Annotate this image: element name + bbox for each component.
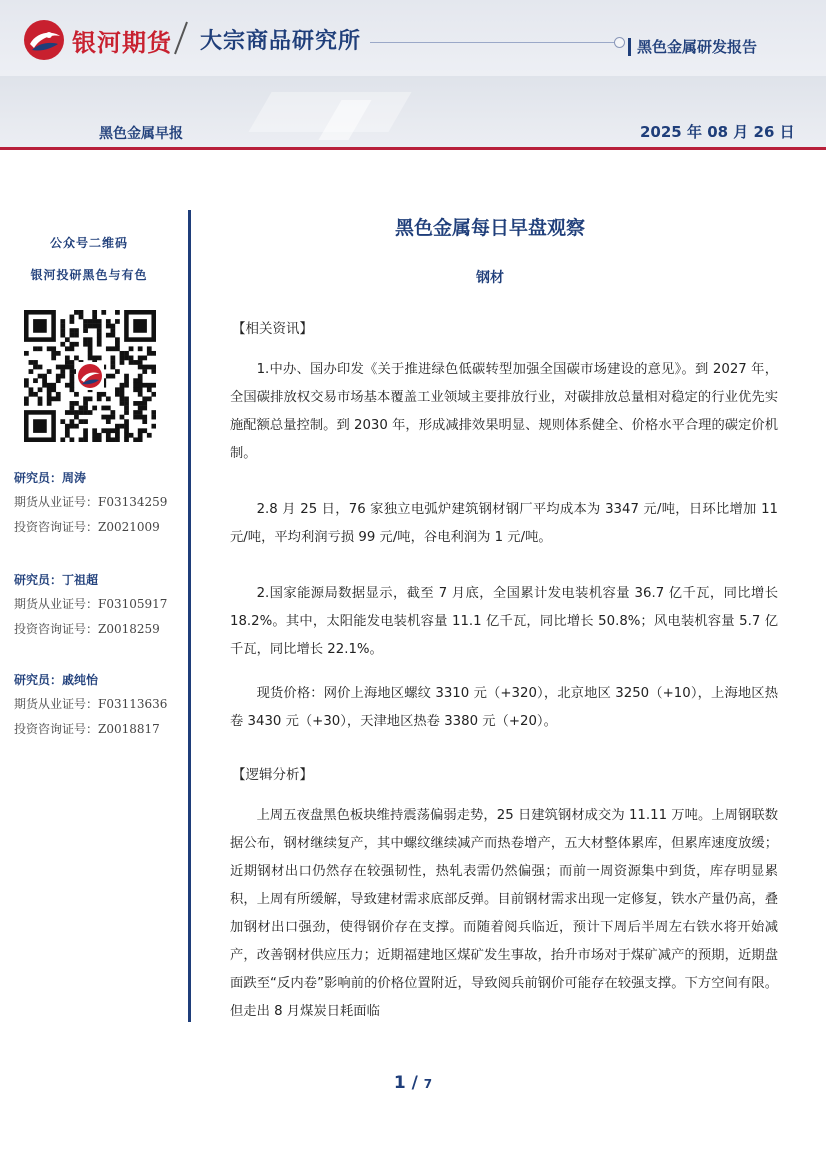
total-pages: 7	[423, 1077, 433, 1091]
qr-heading: 公众号二维码	[49, 236, 128, 250]
qr-caption: 银河投研黑色与有色	[30, 268, 148, 282]
license-number: F03134259	[98, 495, 168, 509]
researcher-card	[14, 668, 184, 742]
section-title: 钢材	[476, 270, 504, 286]
license-label: 期货从业证号：	[14, 597, 99, 611]
analysis-paragraph: 上周五夜盘黑色板块维持震荡偏弱走势，25 日建筑钢材成交为 11.11 万吨。上周钢联数据公布，钢材继续复产，其中螺纹继续减产而热卷增产，五大材整体累库，但累库速度放缓；近期钢材出口仍然存在较强韧性，热轧表需仍然偏强；而前一周资源集中到货，库存明显累积，上周有所缓解，导致建材需求底部反弹。目前钢材需求出现一定修复，铁水产量仍高，叠加钢材出口强劲，使得钢价存在支撑。而随着阅兵临近，预计下周后半周左右铁水将开始减产，改善钢材供应压力；近期福建地区煤矿发生事故，抬升市场对于煤矿减产的预期，近期盘面跌至“反内卷”影响前的价格位置附近，导致阅兵前钢价可能存在较强支撑。下方空间有限。但走出 8 月煤炭日耗面临	[230, 808, 778, 1019]
researcher-card	[14, 568, 184, 642]
circle-icon	[614, 37, 625, 48]
report-date: 2025 年 08 月 26 日	[640, 123, 795, 141]
consult-number: Z0018817	[98, 722, 160, 736]
current-page: 1	[393, 1073, 406, 1093]
document-title: 黑色金属每日早盘观察	[394, 217, 585, 239]
news-paragraph: 2.国家能源局数据显示，截至 7 月底，全国累计发电装机容量 36.7 亿千瓦，同比增长 18.2%。其中，太阳能发电装机容量 11.1 亿千瓦，同比增长 50.8%；风电装机容量 5.7 亿千瓦，同比增长 22.1%。	[230, 586, 778, 657]
consult-license	[14, 617, 184, 642]
license-label: 期货从业证号：	[14, 697, 99, 711]
news-label: 【相关资讯】	[232, 321, 313, 337]
institute-name: 大宗商品研究所	[200, 29, 362, 54]
consult-label: 投资咨询证号：	[14, 622, 99, 636]
analysis-label: 【逻辑分析】	[232, 767, 313, 783]
consult-label: 投资咨询证号：	[14, 722, 99, 736]
page-number	[0, 1073, 826, 1093]
sidebar-divider	[188, 210, 191, 1022]
license-label: 期货从业证号：	[14, 495, 99, 509]
report-type: 黑色金属研发报告	[628, 38, 757, 56]
consult-label: 投资咨询证号：	[14, 520, 99, 534]
header-rule	[0, 147, 826, 150]
brand-logo	[22, 18, 172, 62]
consult-number: Z0021009	[98, 520, 160, 534]
report-header	[0, 0, 826, 150]
news-paragraph: 2.8 月 25 日，76 家独立电弧炉建筑钢材钢厂平均成本为 3347 元/吨，日环比增加 11 元/吨，平均利润亏损 99 元/吨，谷电利润为 1 元/吨。	[230, 502, 778, 545]
researcher-name: 研究员：周涛	[14, 471, 87, 485]
header-deco-line	[370, 42, 615, 43]
license-number: F03113636	[98, 697, 168, 711]
license-number: F03105917	[98, 597, 168, 611]
futures-license	[14, 592, 184, 617]
galaxy-logo-icon	[22, 18, 66, 62]
page-separator: /	[405, 1073, 424, 1093]
slash-divider-icon	[172, 20, 190, 56]
news-paragraph: 1.中办、国办印发《关于推进绿色低碳转型加强全国碳市场建设的意见》。到 2027 年，全国碳排放权交易市场基本覆盖工业领域主要排放行业，对碳排放总量相对稳定的行业优先实施配额总量控制。到 2030 年，形成减排效果明显、规则体系健全、价格水平合理的碳定价机制。	[230, 362, 778, 461]
report-subtitle: 黑色金属早报	[99, 126, 183, 142]
futures-license	[14, 490, 184, 515]
researcher-name: 研究员：丁祖超	[14, 573, 99, 587]
consult-license	[14, 515, 184, 540]
qr-code-image	[24, 310, 156, 442]
researcher-name: 研究员：戚纯怡	[14, 673, 99, 687]
researcher-card	[14, 466, 184, 540]
brand-name: 银河期货	[72, 28, 172, 57]
consult-license	[14, 717, 184, 742]
consult-number: Z0018259	[98, 622, 160, 636]
spot-price-paragraph: 现货价格：网价上海地区螺纹 3310 元（+320），北京地区 3250（+10），上海地区热卷 3430 元（+30），天津地区热卷 3380 元（+20）。	[230, 686, 778, 729]
futures-license	[14, 692, 184, 717]
